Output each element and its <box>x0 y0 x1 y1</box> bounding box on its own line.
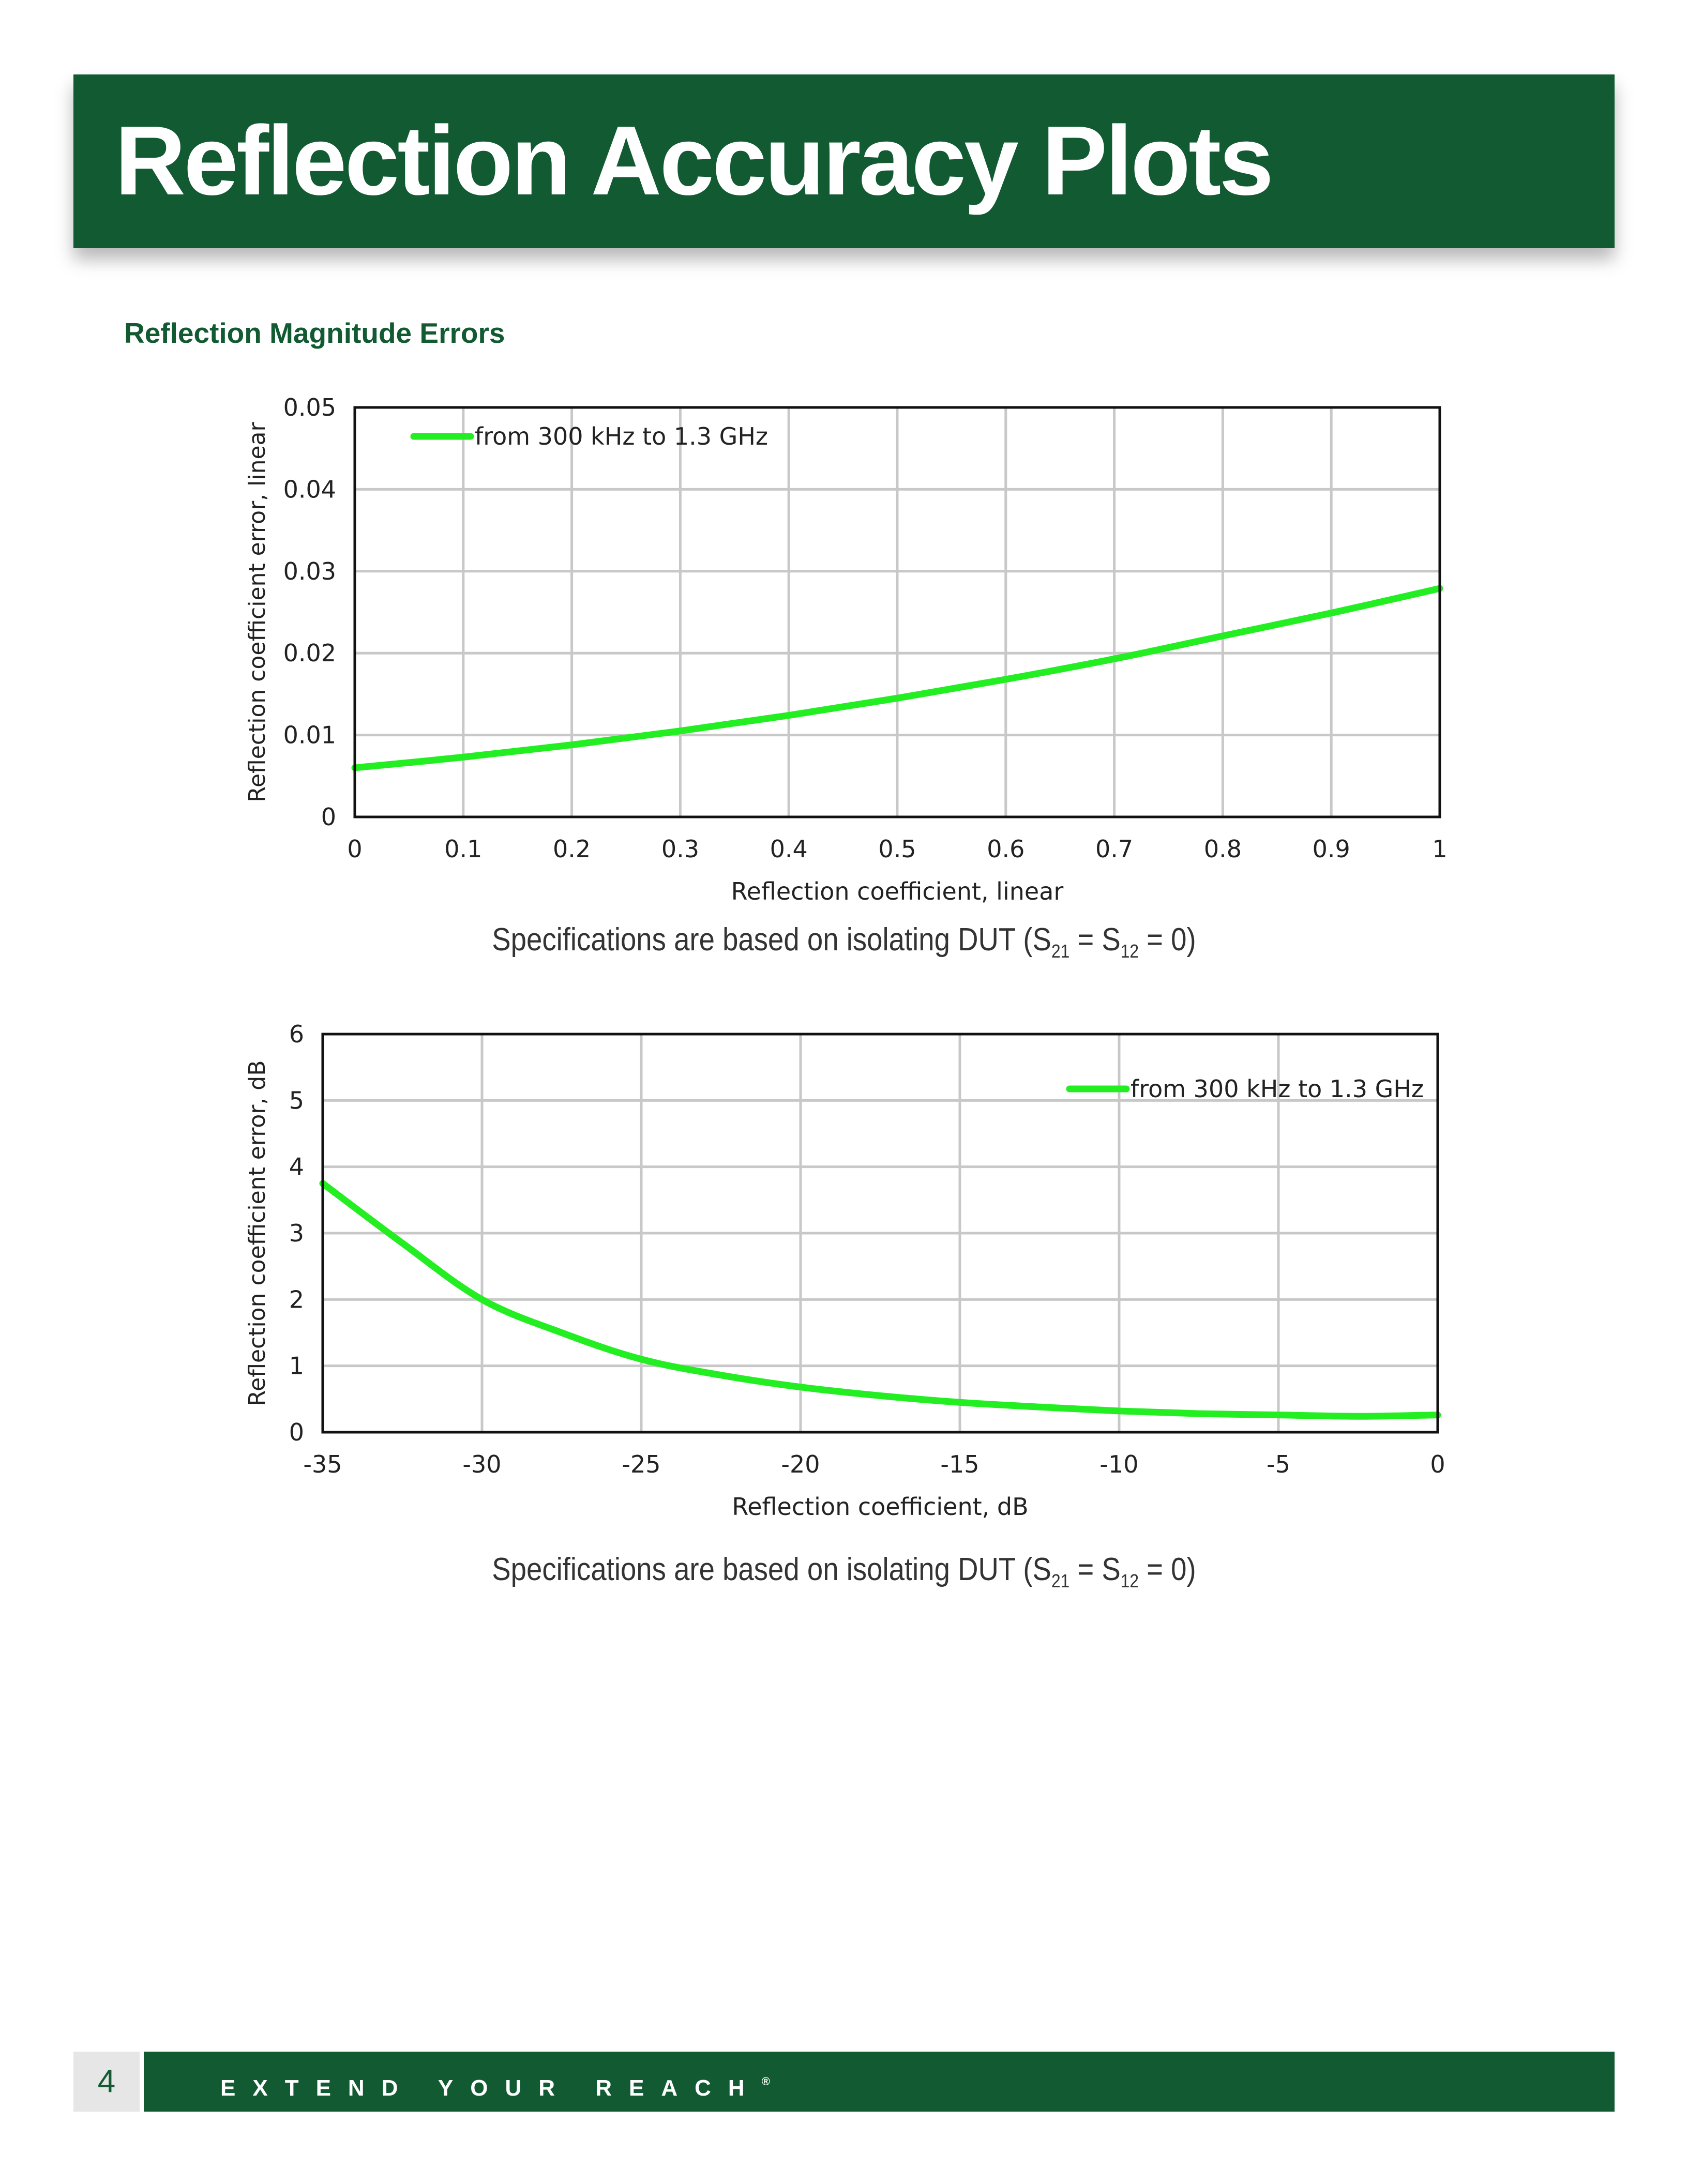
caption-sub-12: 12 <box>1120 941 1139 962</box>
x-tick-label: 1 <box>1432 835 1448 863</box>
y-tick-label: 4 <box>289 1152 304 1181</box>
x-tick-label: 0.4 <box>770 835 808 863</box>
y-tick-label: 0 <box>321 803 336 831</box>
chart-db <box>0 1013 1688 1598</box>
x-tick-label: 0 <box>347 835 363 863</box>
y-tick-label: 0 <box>289 1418 304 1446</box>
caption-mid: = S <box>1069 1552 1121 1587</box>
y-tick-label: 0.04 <box>283 475 336 504</box>
footer-bar <box>144 2052 1615 2112</box>
caption-sub-12: 12 <box>1120 1570 1139 1591</box>
x-tick-label: 0.1 <box>444 835 483 863</box>
x-tick-label: 0.2 <box>553 835 591 863</box>
y-tick-label: 0.03 <box>283 557 336 585</box>
legend-label: from 300 kHz to 1.3 GHz <box>475 422 768 450</box>
x-axis-label: Reflection coefficient, linear <box>731 877 1064 905</box>
data-point <box>482 1299 483 1300</box>
x-tick-label: -35 <box>303 1450 342 1478</box>
caption-prefix: Specifications are based on isolating DUT (S <box>492 1552 1051 1587</box>
data-point <box>1358 1416 1359 1417</box>
x-tick-label: 0.8 <box>1203 835 1242 863</box>
x-tick-label: -20 <box>781 1450 820 1478</box>
caption-db <box>101 1551 1587 1592</box>
caption-suffix: = 0) <box>1139 1552 1196 1587</box>
chart-linear <box>0 383 1688 967</box>
y-tick-label: 0.01 <box>283 721 336 749</box>
y-tick-label: 0.05 <box>283 393 336 421</box>
tagline-text: EXTEND YOUR REACH <box>220 2075 762 2101</box>
x-axis-label: Reflection coefficient, dB <box>732 1493 1029 1521</box>
y-tick-label: 2 <box>289 1285 304 1314</box>
x-tick-label: -10 <box>1099 1450 1139 1478</box>
caption-sub-21: 21 <box>1051 1570 1070 1591</box>
registered-mark: ® <box>761 2075 770 2088</box>
y-tick-label: 1 <box>289 1352 304 1380</box>
page-title: Reflection Accuracy Plots <box>115 106 1272 216</box>
x-tick-label: 0.3 <box>661 835 699 863</box>
data-point <box>1119 1410 1120 1411</box>
y-tick-label: 0.02 <box>283 639 336 668</box>
footer-page-box <box>73 2052 140 2112</box>
x-tick-label: -15 <box>940 1450 979 1478</box>
legend-label: from 300 kHz to 1.3 GHz <box>1131 1075 1424 1103</box>
y-axis-label: Reflection coefficient error, dB <box>244 1060 270 1406</box>
y-tick-label: 3 <box>289 1219 304 1247</box>
caption-suffix: = 0) <box>1139 922 1196 958</box>
page-number: 4 <box>97 2064 116 2099</box>
x-tick-label: -25 <box>622 1450 661 1478</box>
caption-mid: = S <box>1069 922 1121 958</box>
y-axis-label: Reflection coefficient error, linear <box>244 422 270 802</box>
y-tick-label: 5 <box>289 1086 304 1115</box>
x-tick-label: 0.5 <box>878 835 916 863</box>
y-tick-label: 6 <box>289 1020 304 1048</box>
x-tick-label: 0.6 <box>987 835 1025 863</box>
x-tick-label: -30 <box>462 1450 502 1478</box>
x-tick-label: 0.9 <box>1312 835 1350 863</box>
data-point <box>897 698 898 699</box>
x-tick-label: 0 <box>1430 1450 1445 1478</box>
legend <box>1069 1075 1424 1103</box>
footer-tagline <box>220 2052 770 2118</box>
chart-1-plot <box>244 393 1448 905</box>
legend <box>414 422 768 450</box>
chart-2-plot <box>244 1020 1445 1521</box>
caption-linear <box>101 921 1587 962</box>
x-tick-label: 0.7 <box>1095 835 1134 863</box>
caption-prefix: Specifications are based on isolating DUT (S <box>492 922 1051 958</box>
section-heading: Reflection Magnitude Errors <box>124 317 505 349</box>
caption-sub-21: 21 <box>1051 941 1070 962</box>
header-bar <box>73 74 1615 248</box>
x-tick-label: -5 <box>1267 1450 1290 1478</box>
